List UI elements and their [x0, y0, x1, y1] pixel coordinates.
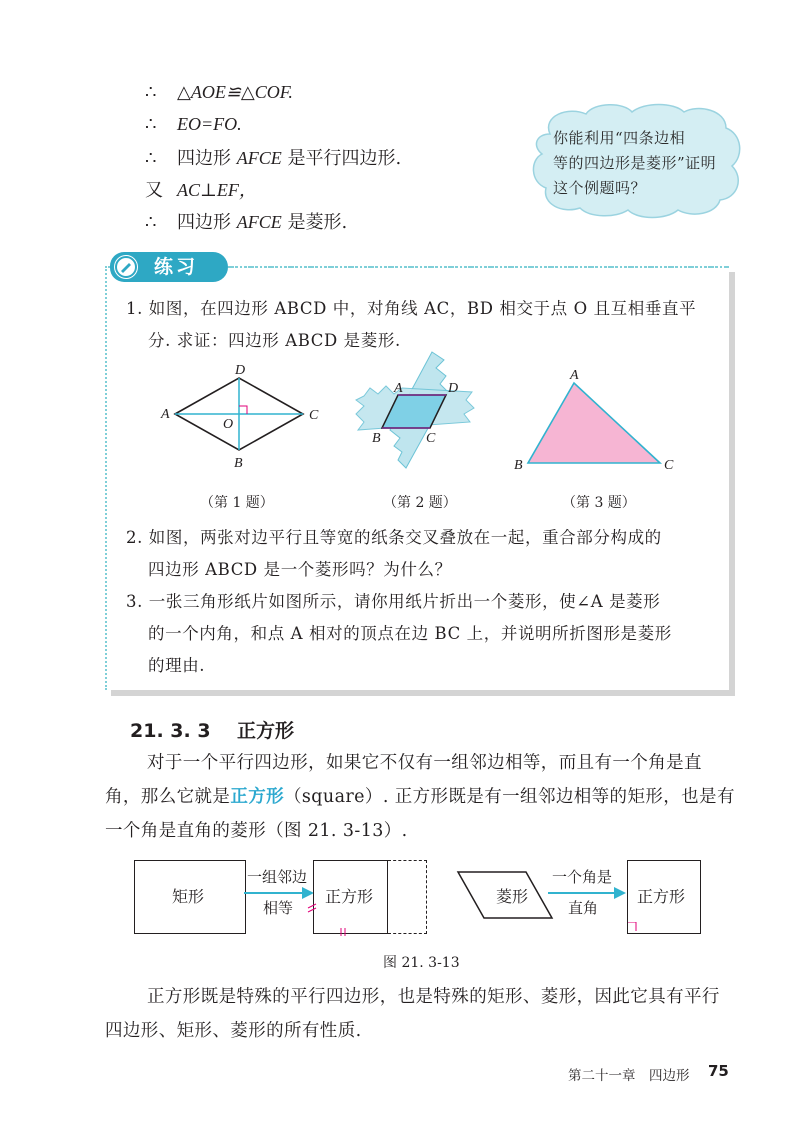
exercise-3-line-1: 3. 一张三角形纸片如图所示，请你用纸片折出一个菱形，使∠A 是菱形 [126, 592, 661, 611]
proof-statement: EO=FO. [177, 114, 242, 134]
bubble-line: 你能利用“四条边相 [553, 129, 686, 147]
proof-line-2 [145, 112, 242, 137]
term-square: 正方形 [230, 787, 285, 807]
pencil-icon [114, 255, 138, 279]
paragraph-1-line-2 [105, 780, 735, 814]
page-number: 75 [708, 1062, 729, 1080]
exercise-2-line-2: 四边形 ABCD 是一个菱形吗？为什么？ [148, 560, 452, 579]
label-a: A [394, 381, 403, 396]
text: （square）. 正方形既是有一组邻边相等的矩形，也是有 [284, 787, 735, 807]
square-label-2: 正方形 [637, 887, 686, 906]
proof-line-5 [145, 210, 347, 235]
label-b: B [234, 456, 243, 471]
proof-statement: △AOE≌△COF. [177, 82, 293, 102]
also-symbol: 又 [145, 180, 163, 201]
proof-text: 是平行四边形. [281, 148, 402, 169]
rhombus-label: 菱形 [496, 887, 529, 906]
figure-2-caption: （第 2 题） [383, 495, 457, 511]
exercise-3-line-3: 的理由. [148, 656, 206, 675]
figure-3-caption: （第 3 题） [562, 495, 636, 511]
section-number: 21. 3. 3 [130, 720, 211, 742]
figure-1-caption: （第 1 题） [200, 495, 274, 511]
proof-statement: AC⊥EF， [177, 180, 257, 200]
proof-line-1 [145, 80, 293, 105]
right-angle-mark [627, 922, 639, 934]
proof-math: AFCE [236, 212, 282, 232]
text: 角，那么它就是 [105, 787, 231, 807]
right-angle-mark [239, 406, 247, 414]
label-a: A [161, 407, 170, 422]
label-b: B [514, 458, 523, 473]
triangle-abc [528, 383, 660, 463]
figure-21-3-13-caption: 图 21. 3-13 [383, 955, 460, 971]
label-c: C [664, 458, 674, 473]
therefore-symbol: ∴ [145, 82, 157, 103]
arrow-2-label-line-1: 一个角是 [552, 868, 613, 886]
figure-2-paper-strips [350, 350, 480, 475]
exercise-1-line-2: 分. 求证：四边形 ABCD 是菱形. [148, 331, 401, 350]
proof-text: 四边形 [177, 212, 237, 233]
label-d: D [448, 381, 459, 396]
exercise-1-line-1: 1. 如图，在四边形 ABCD 中，对角线 AC，BD 相交于点 O 且互相垂直平 [126, 299, 697, 318]
arrow-1-label-line-2: 相等 [263, 899, 294, 917]
chapter-footer: 第二十一章 四边形 [568, 1068, 690, 1084]
bubble-line: 等的四边形是菱形”证明 [553, 154, 717, 172]
section-heading [130, 716, 294, 743]
thought-bubble-text [553, 126, 731, 201]
proof-line-3 [145, 146, 401, 171]
figure-1-rhombus [155, 360, 330, 475]
label-c: C [426, 431, 436, 446]
practice-label: 练习 [154, 256, 199, 278]
label-a: A [570, 368, 579, 383]
therefore-symbol: ∴ [145, 212, 157, 233]
paragraph-1-line-3: 一个角是直角的菱形（图 21. 3-13）. [105, 821, 408, 841]
figure-3-triangle [510, 365, 690, 475]
rectangle-label: 矩形 [172, 887, 205, 906]
label-o: O [223, 417, 234, 432]
label-c: C [309, 408, 319, 423]
paragraph-2-line-2: 四边形、矩形、菱形的所有性质. [105, 1021, 362, 1041]
proof-line-4 [145, 178, 257, 203]
therefore-symbol: ∴ [145, 148, 157, 169]
section-title: 正方形 [237, 720, 295, 742]
proof-text: 四边形 [177, 148, 237, 169]
label-b: B [372, 431, 381, 446]
paragraph-2-line-1: 正方形既是特殊的平行四边形，也是特殊的矩形、菱形，因此它具有平行 [147, 987, 720, 1007]
exercise-3-line-2: 的一个内角，和点 A 相对的顶点在边 BC 上，并说明所折图形是菱形 [148, 624, 672, 643]
label-d: D [235, 363, 246, 378]
arrow-2-label-line-2: 直角 [568, 899, 599, 917]
proof-text: 是菱形. [281, 212, 348, 233]
therefore-symbol: ∴ [145, 114, 157, 135]
proof-math: AFCE [236, 148, 282, 168]
bubble-line: 这个例题吗？ [553, 179, 647, 197]
practice-top-dotted-line [225, 265, 730, 269]
equal-side-marks [305, 900, 395, 940]
arrow-1-label-line-1: 一组邻边 [247, 868, 308, 886]
square-label-1: 正方形 [325, 887, 374, 906]
exercise-2-line-1: 2. 如图，两张对边平行且等宽的纸条交叉叠放在一起，重合部分构成的 [126, 528, 662, 547]
paragraph-1-line-1: 对于一个平行四边形，如果它不仅有一组邻边相等，而且有一个角是直 [147, 753, 702, 773]
